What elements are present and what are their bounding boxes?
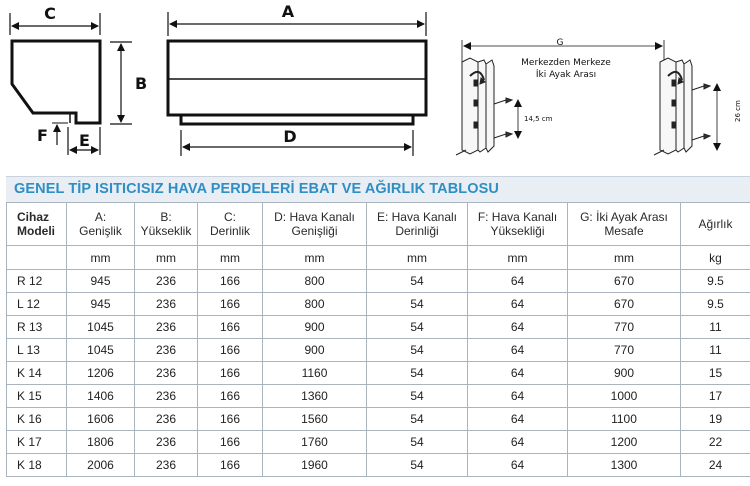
value-cell: 54 — [367, 408, 468, 431]
model-cell: K 16 — [7, 408, 67, 431]
dim-e-label: E — [79, 131, 90, 150]
value-cell: 1200 — [568, 431, 681, 454]
table-row — [7, 431, 750, 454]
value-cell: 236 — [135, 270, 198, 293]
value-cell: 1406 — [67, 385, 135, 408]
value-cell: 1045 — [67, 316, 135, 339]
unit-cell: mm — [468, 246, 568, 270]
value-cell: 166 — [198, 454, 263, 477]
value-cell: 236 — [135, 408, 198, 431]
value-cell: 1100 — [568, 408, 681, 431]
table-title-bar — [6, 176, 750, 202]
value-cell: 19 — [681, 408, 750, 431]
mounting-diagram — [456, 38, 742, 155]
table-row — [7, 316, 750, 339]
value-cell: 54 — [367, 270, 468, 293]
front-view-diagram — [168, 2, 426, 156]
model-cell: L 13 — [7, 339, 67, 362]
unit-cell: mm — [367, 246, 468, 270]
value-cell: 9.5 — [681, 293, 750, 316]
value-cell: 1206 — [67, 362, 135, 385]
value-cell: 166 — [198, 431, 263, 454]
table-row — [7, 339, 750, 362]
value-cell: 15 — [681, 362, 750, 385]
value-cell: 945 — [67, 270, 135, 293]
value-cell: 54 — [367, 362, 468, 385]
value-cell: 670 — [568, 293, 681, 316]
value-cell: 64 — [468, 293, 568, 316]
mount-caption-line1: Merkezden Merkeze — [521, 58, 611, 68]
model-cell: K 18 — [7, 454, 67, 477]
dim-b-label: B — [135, 74, 148, 93]
unit-cell — [7, 246, 67, 270]
value-cell: 64 — [468, 385, 568, 408]
left-bracket-icon — [456, 58, 512, 155]
dim-d-label: D — [283, 127, 297, 146]
right-bracket-icon — [654, 58, 710, 155]
model-cell: R 13 — [7, 316, 67, 339]
header-f-duct-height: F: Hava Kanalı Yüksekliği — [468, 203, 568, 246]
table-row — [7, 454, 750, 477]
value-cell: 1360 — [263, 385, 367, 408]
header-e-duct-depth: E: Hava Kanalı Derinliği — [367, 203, 468, 246]
value-cell: 2006 — [67, 454, 135, 477]
value-cell: 64 — [468, 339, 568, 362]
value-cell: 236 — [135, 431, 198, 454]
dimension-diagrams — [0, 0, 750, 172]
unit-cell: mm — [568, 246, 681, 270]
value-cell: 236 — [135, 316, 198, 339]
value-cell: 64 — [468, 316, 568, 339]
value-cell: 54 — [367, 385, 468, 408]
value-cell: 945 — [67, 293, 135, 316]
table-title: GENEL TİP ISITICISIZ HAVA PERDELERİ EBAT VE AĞIRLIK TABLOSU — [14, 181, 499, 197]
header-b-height: B: Yükseklik — [135, 203, 198, 246]
table-row — [7, 293, 750, 316]
table-row — [7, 362, 750, 385]
value-cell: 1300 — [568, 454, 681, 477]
header-d-duct-width: D: Hava Kanalı Genişliği — [263, 203, 367, 246]
model-cell: L 12 — [7, 293, 67, 316]
value-cell: 166 — [198, 408, 263, 431]
value-cell: 900 — [263, 339, 367, 362]
value-cell: 166 — [198, 270, 263, 293]
value-cell: 1000 — [568, 385, 681, 408]
right-measure-label: 26 cm — [734, 100, 742, 122]
value-cell: 64 — [468, 431, 568, 454]
value-cell: 64 — [468, 270, 568, 293]
table-body — [7, 246, 750, 477]
value-cell: 1045 — [67, 339, 135, 362]
value-cell: 1560 — [263, 408, 367, 431]
value-cell: 236 — [135, 385, 198, 408]
model-cell: K 15 — [7, 385, 67, 408]
units-row — [7, 246, 750, 270]
value-cell: 670 — [568, 270, 681, 293]
header-c-depth: C: Derinlik — [198, 203, 263, 246]
value-cell: 64 — [468, 454, 568, 477]
header-row — [7, 203, 750, 246]
table-row — [7, 270, 750, 293]
value-cell: 1160 — [263, 362, 367, 385]
header-weight: Ağırlık — [681, 203, 750, 246]
value-cell: 770 — [568, 339, 681, 362]
value-cell: 22 — [681, 431, 750, 454]
value-cell: 236 — [135, 293, 198, 316]
value-cell: 54 — [367, 316, 468, 339]
unit-cell: mm — [198, 246, 263, 270]
left-measure-label: 14,5 cm — [524, 115, 553, 123]
value-cell: 166 — [198, 316, 263, 339]
value-cell: 770 — [568, 316, 681, 339]
value-cell: 11 — [681, 316, 750, 339]
table-row — [7, 385, 750, 408]
dimension-weight-table — [6, 202, 750, 477]
dim-a-label: A — [281, 2, 295, 21]
value-cell: 11 — [681, 339, 750, 362]
unit-cell: mm — [67, 246, 135, 270]
value-cell: 54 — [367, 431, 468, 454]
dim-c-label: C — [44, 4, 56, 23]
table-row — [7, 408, 750, 431]
mount-caption-line2: İki Ayak Arası — [535, 70, 597, 80]
value-cell: 1806 — [67, 431, 135, 454]
unit-cell: mm — [263, 246, 367, 270]
value-cell: 800 — [263, 293, 367, 316]
header-model: Cihaz Modeli — [7, 203, 67, 246]
value-cell: 236 — [135, 454, 198, 477]
value-cell: 64 — [468, 362, 568, 385]
value-cell: 1960 — [263, 454, 367, 477]
value-cell: 166 — [198, 362, 263, 385]
value-cell: 54 — [367, 339, 468, 362]
side-view-diagram — [10, 4, 147, 155]
unit-cell: mm — [135, 246, 198, 270]
header-g-leg-distance: G: İki Ayak Arası Mesafe — [568, 203, 681, 246]
value-cell: 24 — [681, 454, 750, 477]
value-cell: 1760 — [263, 431, 367, 454]
value-cell: 64 — [468, 408, 568, 431]
value-cell: 900 — [263, 316, 367, 339]
value-cell: 54 — [367, 454, 468, 477]
value-cell: 166 — [198, 385, 263, 408]
model-cell: K 17 — [7, 431, 67, 454]
value-cell: 900 — [568, 362, 681, 385]
model-cell: R 12 — [7, 270, 67, 293]
dim-f-label: F — [37, 126, 48, 145]
value-cell: 236 — [135, 339, 198, 362]
header-a-width: A: Genişlik — [67, 203, 135, 246]
value-cell: 236 — [135, 362, 198, 385]
dim-g-label: G — [556, 38, 564, 48]
value-cell: 9.5 — [681, 270, 750, 293]
model-cell: K 14 — [7, 362, 67, 385]
unit-cell: kg — [681, 246, 750, 270]
value-cell: 17 — [681, 385, 750, 408]
value-cell: 54 — [367, 293, 468, 316]
value-cell: 800 — [263, 270, 367, 293]
value-cell: 166 — [198, 293, 263, 316]
value-cell: 166 — [198, 339, 263, 362]
value-cell: 1606 — [67, 408, 135, 431]
